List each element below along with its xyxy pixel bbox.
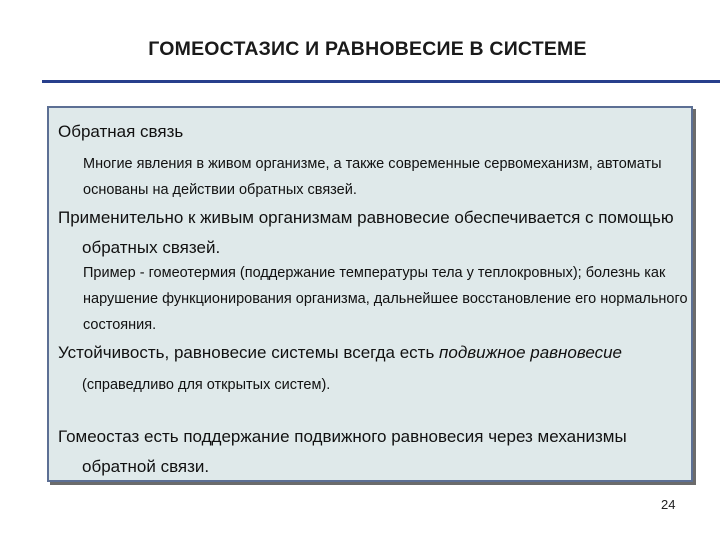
stability-tail-text: (справедливо для открытых систем).	[82, 377, 331, 393]
paragraph-stability	[58, 338, 692, 400]
page-number: 24	[661, 497, 676, 512]
stability-lead-text: Устойчивость, равновесие системы всегда есть	[58, 343, 440, 362]
slide-title: ГОМЕОСТАЗИС И РАВНОВЕСИЕ В СИСТЕМЕ	[148, 38, 587, 60]
stability-emphasis-text: подвижное равновесие	[439, 343, 623, 362]
content-box	[47, 106, 693, 482]
paragraph-homeostasis-definition: Гомеостаз есть поддержание подвижного равновесия через механизмы обратной связи.	[58, 427, 627, 476]
paragraph-homeothermy-example: Пример - гомеотермия (поддержание температуры тела у теплокровных); болезнь как нарушение функционирования организма, дальнейшее восстановление его нормального состояния.	[83, 265, 688, 333]
paragraph-equilibrium-feedback: Применительно к живым организмам равновесие обеспечивается с помощью обратных связей.	[58, 208, 674, 257]
title-underline	[42, 80, 720, 83]
paragraph-feedback-examples: Многие явления в живом организме, а также современные сервомеханизм, автоматы основаны на действии обратных связей.	[83, 156, 662, 198]
paragraph-feedback-heading: Обратная связь	[58, 122, 184, 141]
